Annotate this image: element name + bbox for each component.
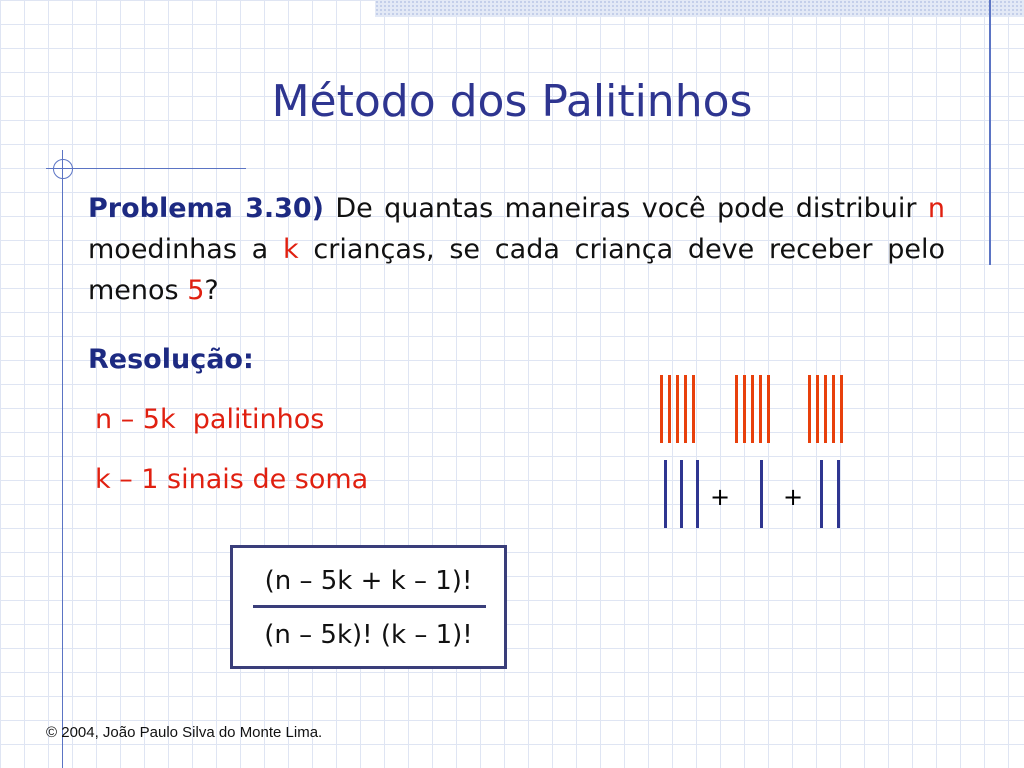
copyright-footer [46,724,322,741]
orange-stick [735,375,738,443]
problem-text-end: ? [204,275,219,306]
blue-stick [680,460,683,528]
orange-stick [824,375,827,443]
orange-stick [660,375,663,443]
formula-numerator: (n – 5k + k – 1)! [264,566,473,596]
resolution-heading: Resolução: [88,344,254,375]
orange-stick [676,375,679,443]
problem-text-3: crianças, se cada criança deve receber pelo menos [88,234,945,306]
orange-stick [832,375,835,443]
variable-k: k [283,234,299,265]
problem-text-1: De quantas maneiras você pode distribuir [324,193,928,224]
sticks-count-line: n – 5k palitinhos [95,404,325,435]
blue-stick [820,460,823,528]
formula-box [230,545,507,669]
orange-stick [840,375,843,443]
orange-sticks-group [660,375,843,443]
blue-stick [696,460,699,528]
fraction-bar [253,605,486,608]
blue-stick [664,460,667,528]
copyright-icon: © [46,724,58,741]
variable-n: n [927,193,945,224]
min-value: 5 [187,275,205,306]
page-title: Método dos Palitinhos [271,76,753,127]
blue-sticks-group [664,460,840,528]
orange-stick [816,375,819,443]
formula-denominator: (n – 5k)! (k – 1)! [264,620,473,650]
problem-text-2: moedinhas a [88,234,284,265]
blue-stick [837,460,840,528]
copyright-text: 2004, João Paulo Silva do Monte Lima. [57,724,323,741]
orange-stick [684,375,687,443]
orange-stick [759,375,762,443]
problem-label: Problema 3.30) [88,193,325,224]
orange-stick [751,375,754,443]
plus-sign: + [709,483,731,511]
plus-sign: + [782,483,804,511]
orange-stick [692,375,695,443]
orange-stick [808,375,811,443]
orange-stick [743,375,746,443]
blue-stick [760,460,763,528]
orange-stick [668,375,671,443]
orange-stick [767,375,770,443]
plus-signs-line: k – 1 sinais de soma [95,464,369,495]
